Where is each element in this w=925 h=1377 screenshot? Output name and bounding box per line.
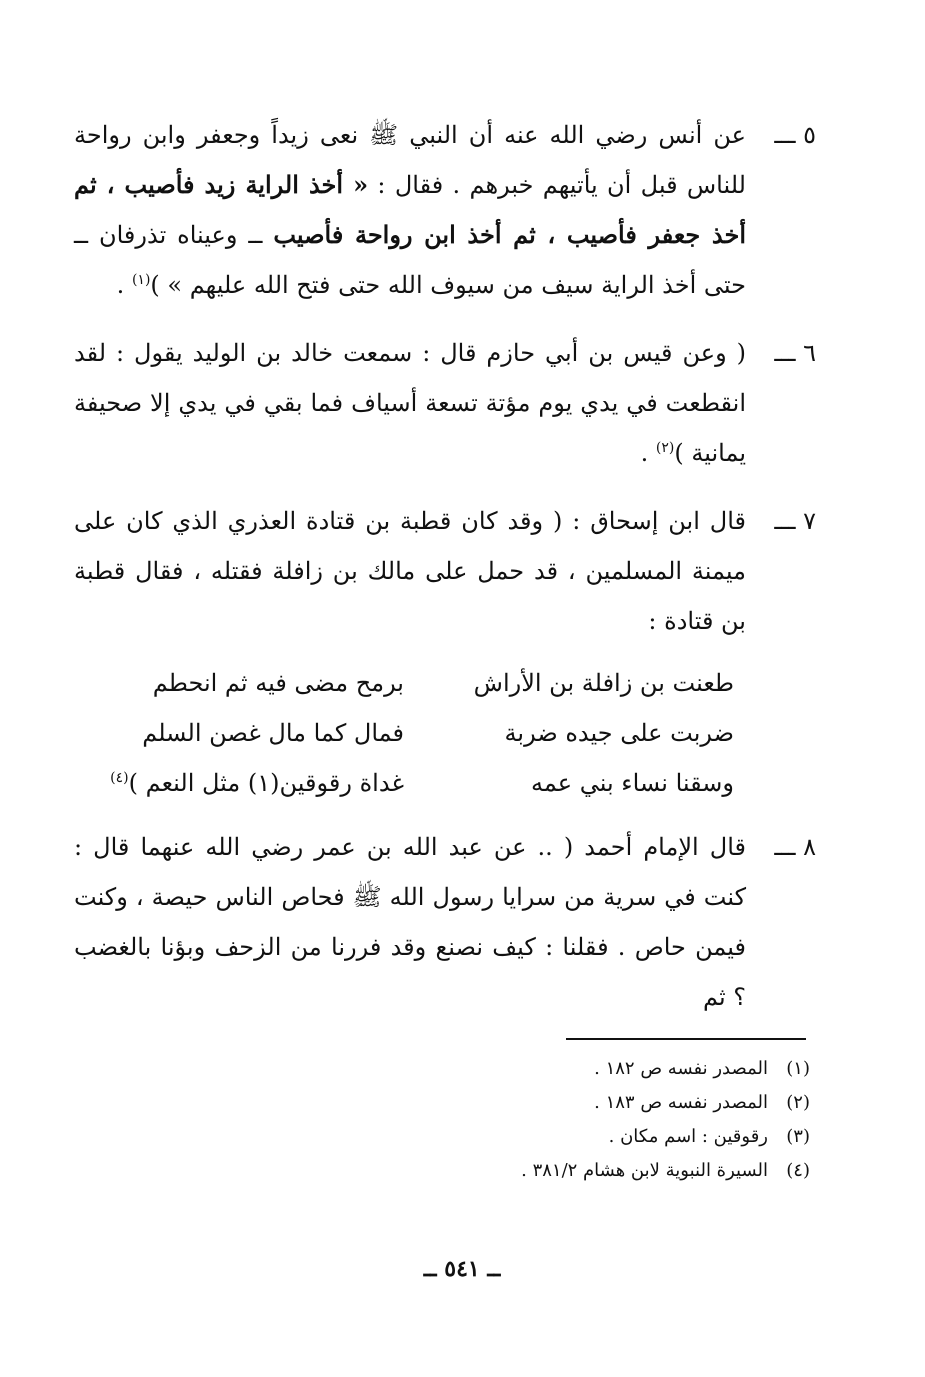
item-text: [74, 121, 746, 299]
footnote-text: رقوقين : اسم مكان .: [608, 1126, 768, 1147]
item-number: ٦ ـــ: [774, 339, 816, 367]
poem-first-hemistich: طعنت بن زافلة بن الأراش: [473, 669, 734, 697]
hadith-item: [74, 110, 816, 310]
poem-second-hemistich: فمال كما مال غصن السلم: [142, 719, 404, 747]
footnote-number: (٢): [786, 1092, 810, 1113]
text-run: .: [640, 439, 656, 467]
main-text: [74, 110, 816, 1022]
footnote: [440, 1086, 810, 1120]
footnote-number: (٣): [786, 1126, 810, 1147]
item-number: ٨ ـــ: [774, 833, 816, 861]
item-number: ٧ ـــ: [774, 507, 816, 535]
page-number: ــ ٥٤١ ــ: [423, 1256, 501, 1282]
text-run: ــ وعيناه تذرفان ــ حتى أخذ الراية سيف من سيوف الله حتى فتح الله عليهم » ): [74, 221, 746, 299]
text-run: ( وعن قيس بن أبي حازم قال : سمعت خالد بن الوليد يقول : لقد انقطعت في يدي يوم مؤتة تسعة أسياف فما بقي في يدي إلا صحيفة يمانية ): [74, 339, 746, 467]
footnote-ref: (٢): [655, 440, 675, 456]
footnote-text: المصدر نفسه ص ١٨٢ .: [594, 1058, 768, 1079]
text-run: قال ابن إسحاق : ( وقد كان قطبة بن قتادة العذري الذي كان على ميمنة المسلمين ، قد حمل على مالك بن زافلة فقتله ، فقال قطبة بن قتادة :: [74, 507, 746, 635]
footnote: [440, 1120, 810, 1154]
footnote-text: السيرة النبوية لابن هشام ٣٨١/٢ .: [521, 1160, 768, 1181]
text-run: عن أنس رضي الله عنه أن النبي ﷺ نعى زيداً وجعفر وابن رواحة للناس قبل أن يأتيهم خبرهم . فقال :: [74, 121, 746, 199]
poem-verse: [74, 658, 734, 708]
footnote: [440, 1052, 810, 1086]
poem-first-hemistich: ضربت على جيده ضربة: [504, 719, 734, 747]
poem: [74, 658, 816, 808]
footnote-divider: [566, 1038, 806, 1040]
footnote-ref: (١): [131, 272, 151, 288]
hadith-item-8: [74, 822, 816, 1022]
item-number: ٥ ـــ: [774, 121, 816, 149]
poem-first-hemistich: وسقنا نساء بني عمه: [531, 769, 734, 797]
footnote-number: (٤): [786, 1160, 810, 1181]
footnote-number: (١): [786, 1058, 810, 1079]
footnote: [440, 1154, 810, 1188]
hadith-item: [74, 496, 816, 646]
hadith-item: [74, 328, 816, 478]
poem-verse: [74, 708, 734, 758]
footnote-text: المصدر نفسه ص ١٨٣ .: [594, 1092, 768, 1113]
poem-verse: [74, 758, 734, 808]
text-run: .: [116, 271, 132, 299]
item-text: [74, 339, 746, 467]
text-run: « أخذ الراية زيد فأصيب ، ثم أخذ جعفر فأصيب ، ثم أخذ ابن رواحة فأصيب: [74, 170, 747, 249]
item-text: قال الإمام أحمد ( .. عن عبد الله بن عمر رضي الله عنهما قال : كنت في سرية من سرايا رسول الله ﷺ فحاص الناس حيصة ، وكنت فيمن حاص . فقلنا : كيف نصنع وقد فررنا من الزحف وبؤنا بالغضب ؟ ثم: [74, 833, 746, 1011]
poem-second-hemistich: برمح مضى فيه ثم انحطم: [152, 669, 404, 697]
item-text: [74, 507, 746, 635]
hadith-list: [74, 110, 816, 646]
footnotes: [440, 1052, 810, 1188]
poem-second-hemistich: غداة رقوقين(١) مثل النعم )$^{(٤)}$: [110, 769, 404, 797]
